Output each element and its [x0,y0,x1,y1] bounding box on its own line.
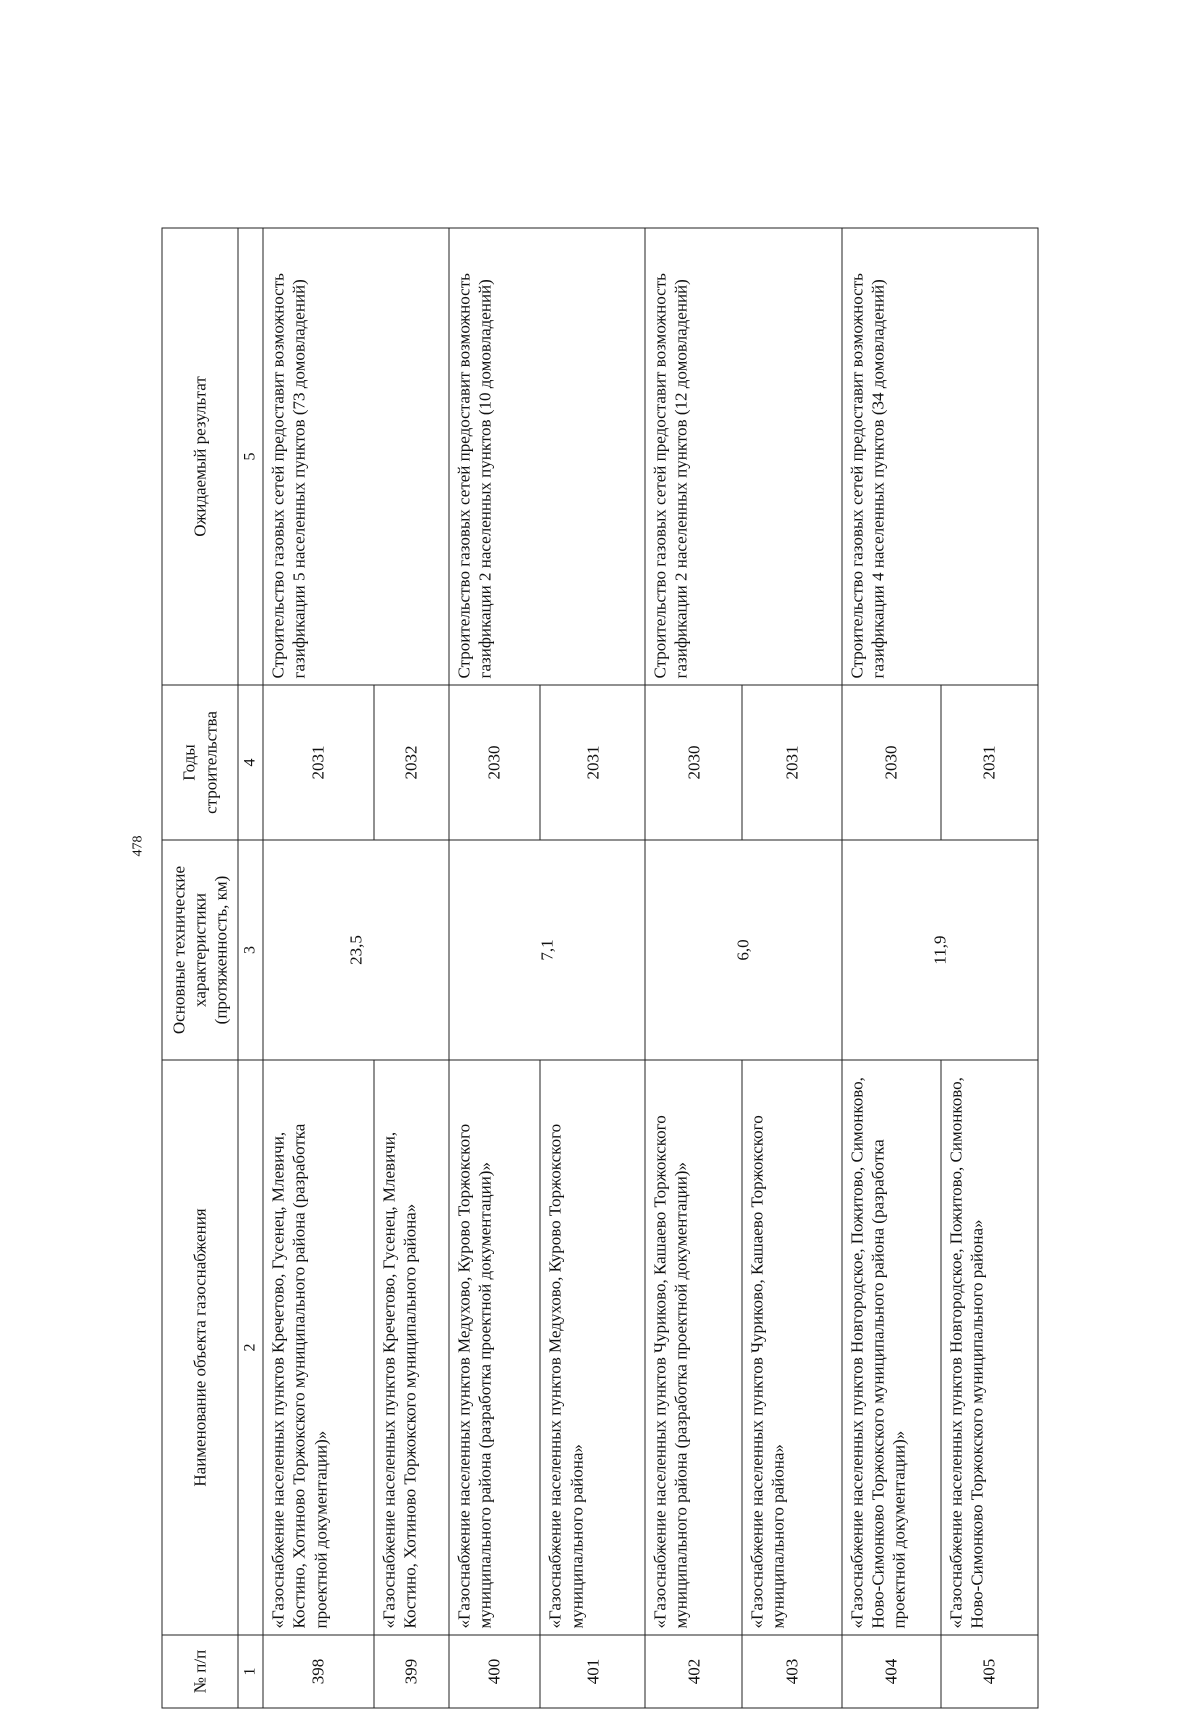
construction-year: 2030 [449,685,541,840]
construction-year: 2031 [742,685,841,840]
column-number: 5 [238,228,263,685]
header-row [162,228,238,1708]
construction-year: 2030 [842,685,941,840]
column-number-row [238,228,263,1708]
row-number: 400 [449,1635,541,1708]
table-row [263,228,374,1708]
construction-year: 2030 [645,685,742,840]
construction-year: 2031 [540,685,645,840]
column-number: 1 [238,1635,263,1708]
rotated-table-container [162,229,1039,1709]
construction-year: 2032 [374,685,448,840]
table-row [449,228,541,1708]
expected-result: Строительство газовых сетей предоставит возможность газификации 2 населенных пунктов (10 домовладений) [449,228,645,685]
column-number: 4 [238,685,263,840]
table-row [842,228,941,1708]
row-number: 402 [645,1635,742,1708]
length-value: 6,0 [645,840,841,1060]
expected-result: Строительство газовых сетей предоставит возможность газификации 2 населенных пунктов (12 домовладений) [645,228,841,685]
object-name: «Газоснабжение населенных пунктов Новгородское, Пожитово, Симонково, Ново-Симонково Торжокского муниципального района (разработка проектной документации)» [842,1060,941,1635]
object-name: «Газоснабжение населенных пунктов Кречетово, Гусенец, Млевичи, Костино, Хотиново Торжокского муниципального района (разработка проектной документации)» [263,1060,374,1635]
row-number: 404 [842,1635,941,1708]
length-value: 7,1 [449,840,645,1060]
object-name: «Газоснабжение населенных пунктов Чуриково, Кашаево Торжокского муниципального района (разработка проектной документации)» [645,1060,742,1635]
row-number: 403 [742,1635,841,1708]
object-name: «Газоснабжение населенных пунктов Медухово, Курово Торжокского муниципального района» [540,1060,645,1635]
table-row [645,228,742,1708]
expected-result: Строительство газовых сетей предоставит возможность газификации 4 населенных пунктов (34 домовладений) [842,228,1039,685]
row-number: 401 [540,1635,645,1708]
column-number: 3 [238,840,263,1060]
construction-year: 2031 [263,685,374,840]
header-number: № п/п [162,1635,238,1708]
object-name: «Газоснабжение населенных пунктов Новгородское, Пожитово, Симонково, Ново-Симонково Торжокского муниципального района» [941,1060,1038,1635]
header-result: Ожидаемый результат [162,228,238,685]
page-number: 478 [130,835,146,857]
column-number: 2 [238,1060,263,1635]
length-value: 11,9 [842,840,1039,1060]
length-value: 23,5 [263,840,449,1060]
object-name: «Газоснабжение населенных пунктов Кречетово, Гусенец, Млевичи, Костино, Хотиново Торжокского муниципального района» [374,1060,448,1635]
row-number: 398 [263,1635,374,1708]
expected-result: Строительство газовых сетей предоставит возможность газификации 5 населенных пунктов (73 домовладений) [263,228,449,685]
row-number: 405 [941,1635,1038,1708]
header-years: Годы строительства [162,685,238,840]
header-object-name: Наименование объекта газоснабжения [162,1060,238,1635]
construction-year: 2031 [941,685,1038,840]
gas-supply-table [162,228,1039,1709]
object-name: «Газоснабжение населенных пунктов Медухово, Курово Торжокского муниципального района (разработка проектной документации)» [449,1060,541,1635]
object-name: «Газоснабжение населенных пунктов Чуриково, Кашаево Торжокского муниципального района» [742,1060,841,1635]
row-number: 399 [374,1635,448,1708]
header-characteristics: Основные технические характеристики (протяженность, км) [162,840,238,1060]
